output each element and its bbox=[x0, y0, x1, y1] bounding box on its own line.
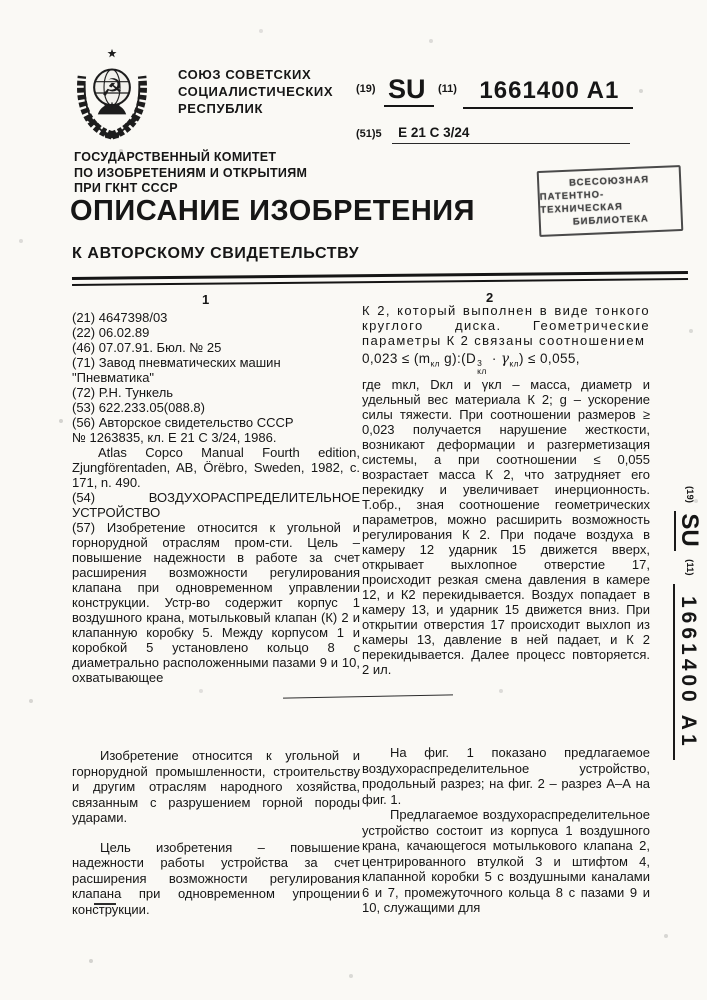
formula-post: ) ≤ 0,055, bbox=[519, 351, 580, 366]
country-code: SU bbox=[384, 74, 434, 107]
stamp-line: БИБЛИОТЕКА bbox=[572, 213, 649, 228]
stamp-line: ВСЕСОЮЗНАЯ bbox=[568, 174, 650, 189]
committee-line: ГОСУДАРСТВЕННЫЙ КОМИТЕТ bbox=[74, 150, 277, 164]
ipc-value: Е 21 С 3/24 bbox=[392, 125, 630, 144]
formula-supsub: 3 кл bbox=[477, 358, 487, 376]
country-line: СОЮЗ СОВЕТСКИХ bbox=[178, 67, 312, 82]
code-11-label: (11) bbox=[437, 83, 457, 95]
formula-sub-kl2: кл bbox=[509, 358, 519, 369]
country-name bbox=[178, 66, 333, 117]
description-paragraph: Предлагаемое воздухораспределительное устройство состоит из корпуса 1 воздушного крана, качающегося мотылькового клапана 2, центрированного втулкой 3 и штифтом 4, клапанной коробки 5 с воздушными каналами 6 и 7, промежуточного кольца 8 с пазами 9 и 10, служащими для bbox=[362, 807, 650, 915]
invention-title: (54) ВОЗДУХОРАСПРЕДЕЛИТЕЛЬНОЕ УСТРОЙСТВО bbox=[72, 490, 360, 520]
biblio-item-21: (21) 4647398/03 bbox=[72, 310, 168, 325]
header-divider bbox=[72, 271, 688, 286]
formula bbox=[362, 351, 650, 375]
ipc-label: (51)5 bbox=[356, 128, 382, 140]
description-right-column bbox=[362, 745, 650, 916]
formula-mid: g):(D bbox=[440, 351, 477, 366]
committee-line: ПО ИЗОБРЕТЕНИЯМ И ОТКРЫТИЯМ bbox=[74, 165, 308, 180]
ipc-classification bbox=[356, 124, 630, 144]
biblio-reference: Atlas Copco Manual Fourth edition, Zjungförentaden, AB, Örëbro, Sweden, 1982, с. 171, n. 490. bbox=[72, 445, 360, 490]
biblio-item-72: (72) Р.Н. Тункель bbox=[72, 385, 174, 400]
publication-number: 1661400 A1 bbox=[463, 77, 633, 109]
formula-pre: 0,023 ≤ (m bbox=[362, 351, 431, 366]
column-number-right: 2 bbox=[486, 290, 494, 305]
biblio-item-46: (46) 07.07.91. Бюл. № 25 bbox=[72, 340, 222, 355]
section-divider bbox=[283, 694, 453, 698]
description-paragraph: Изобретение относится к угольной и горнорудной промышленности, строительству и другим отраслям народного хозяйства, связанным с разрушением горной породы ударами. bbox=[72, 748, 360, 825]
code-11-label: (11) bbox=[684, 559, 695, 576]
code-19-label: (19) bbox=[356, 83, 376, 95]
description-paragraph: На фиг. 1 показано предлагаемое воздухораспределительное устройство, продольный разрез; на фиг. 2 – разрез А–А на фиг. 1. bbox=[362, 745, 650, 807]
code-19-label: (19) bbox=[684, 486, 695, 503]
abstract-outro: где mкл, Dкл и γкл – масса, диаметр и удельный вес материала К 2; g – ускорение силы тяжести. При соотношении размеров ≥ 0,023 получается нарушение жесткости, возникают деформации и разгерметизация системы, а при соотношении ≤ 0,055 возрастает масса К 2, что затрудняет его перекидку и увеличивает инерционность. Т.обр., зная соотношение геометрических параметров, можно расширить возможность регулирования К 2. При подаче воздуха в камеру 12 ударник 15 движется вверх, открывает выхлопное отверстие 17, происходит резкая смена давления в камере 12, и К2 перекидывается. Воздух попадает в камеру 13, и ударник 15 движется вниз. При открытии отверстия 17 происходит выхлоп из камеры 13, давление в ней падает, и К 2 перекидывается. Далее процесс повторяется. 2 ил. bbox=[362, 377, 650, 677]
abstract-intro: К 2, который выполнен в виде тонкого круглого диска. Геометрические параметры К 2 связаны соотношением bbox=[362, 303, 650, 348]
abstract-left-text: (57) Изобретение относится к угольной и горнорудной отраслям пром-сти. Цель – повышение надежности в работе за счет расширения возможности регулирования клапана при одновременном управлении конструкции. Устр-во содержит корпус 1 воздушного крана, мотыльковый клапан (К) 2 и клапанную коробку 5. Между корпусом 1 и коробкой 5 установлено кольцо 8 с диаметрально расположенными пазами 9 и 10, охватывающее bbox=[72, 520, 360, 685]
abstract-column bbox=[362, 303, 650, 677]
description-left-column bbox=[72, 748, 360, 917]
biblio-item-56: (56) Авторское свидетельство СССР № 1263835, кл. Е 21 С 3/24, 1986. bbox=[72, 415, 294, 445]
country-code: SU bbox=[674, 511, 703, 550]
svg-text:☭: ☭ bbox=[101, 74, 123, 102]
biblio-item-22: (22) 06.02.89 bbox=[72, 325, 150, 340]
scan-noise bbox=[0, 0, 2, 2]
description-paragraph: Цель изобретения – повышение надежности работы устройства за счет расширения возможности регулирования клапана при одновременном упрощении конструкции. bbox=[72, 839, 360, 917]
committee-name bbox=[74, 150, 307, 197]
column-number-left: 1 bbox=[202, 292, 210, 307]
formula-gamma: γ bbox=[500, 351, 510, 367]
biblio-item-53: (53) 622.233.05(088.8) bbox=[72, 400, 205, 415]
formula-dot: · bbox=[487, 351, 501, 366]
committee-line: ПРИ ГКНТ СССР bbox=[74, 181, 178, 195]
formula-sub-kl: кл bbox=[430, 358, 441, 369]
biblio-item-71: (71) Завод пневматических машин "Пневматика" bbox=[72, 355, 281, 385]
document-id bbox=[356, 74, 633, 105]
page-subtitle: К АВТОРСКОМУ СВИДЕТЕЛЬСТВУ bbox=[72, 245, 360, 262]
ussr-coat-of-arms-icon bbox=[68, 46, 156, 140]
library-stamp bbox=[537, 165, 684, 237]
page-title: ОПИСАНИЕ ИЗОБРЕТЕНИЯ bbox=[70, 195, 475, 227]
country-line: СОЦИАЛИСТИЧЕСКИХ bbox=[178, 84, 334, 99]
vertical-document-id bbox=[657, 486, 703, 808]
publication-number: 1661400 A1 bbox=[673, 584, 700, 760]
stamp-line: ПАТЕНТНО-ТЕХНИЧЕСКАЯ bbox=[539, 189, 624, 216]
bibliography-column bbox=[72, 310, 360, 685]
section-end-dash bbox=[94, 903, 116, 905]
country-line: РЕСПУБЛИК bbox=[178, 101, 263, 116]
